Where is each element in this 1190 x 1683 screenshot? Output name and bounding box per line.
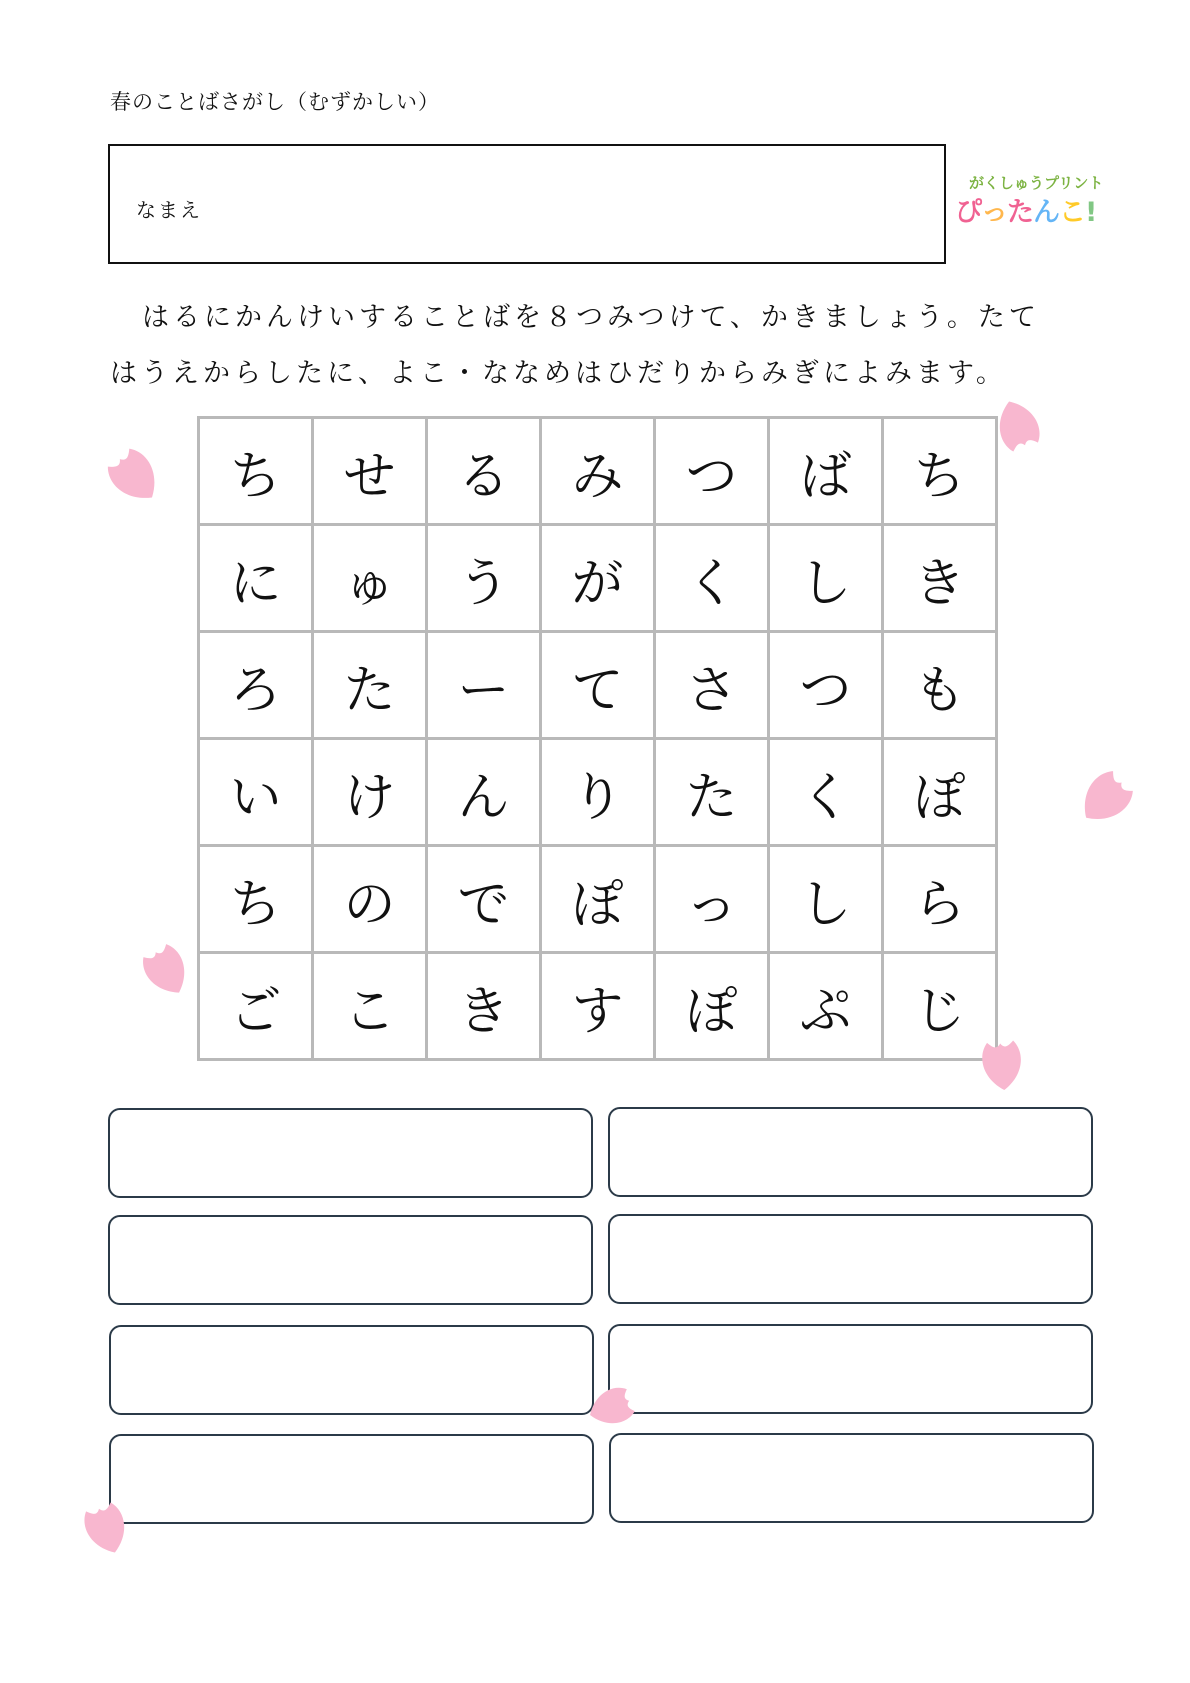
grid-cell[interactable]: い [199,739,313,846]
grid-row [199,953,997,1060]
petal-icon [104,442,164,510]
word-search-grid [197,416,998,1061]
logo-char: こ [1059,197,1085,228]
grid-cell[interactable]: が [541,525,655,632]
petal-icon [1075,768,1137,828]
grid-cell[interactable]: っ [655,846,769,953]
logo-bottom-text [955,190,1096,229]
grid-cell[interactable]: き [883,525,997,632]
instructions-line-2: はうえからしたに、よこ・ななめはひだりからみぎによみます。 [110,358,1007,389]
grid-row [199,418,997,525]
grid-cell[interactable]: ゅ [313,525,427,632]
grid-cell[interactable]: の [313,846,427,953]
grid-cell[interactable]: ら [883,846,997,953]
grid-cell[interactable]: ぽ [883,739,997,846]
instructions-line-1: はるにかんけいすることばを８つみつけて、かきましょう。たて [142,302,1040,333]
grid-cell[interactable]: し [769,846,883,953]
grid-cell[interactable]: つ [769,632,883,739]
grid-cell[interactable]: で [427,846,541,953]
name-field[interactable] [108,144,946,264]
answer-box-6[interactable] [608,1324,1093,1414]
grid-cell[interactable]: た [313,632,427,739]
grid-cell[interactable]: く [769,739,883,846]
grid-cell[interactable]: も [883,632,997,739]
grid-cell[interactable]: り [541,739,655,846]
logo-char: ! [1085,197,1097,228]
answer-box-7[interactable] [109,1434,594,1524]
instructions [110,290,1100,402]
answer-box-4[interactable] [608,1214,1093,1304]
grid-cell[interactable]: つ [655,418,769,525]
grid-cell[interactable]: け [313,739,427,846]
grid-cell[interactable]: こ [313,953,427,1060]
petal-icon [990,392,1046,460]
name-label: なまえ [136,198,202,222]
grid-cell[interactable]: て [541,632,655,739]
logo-char: た [1007,197,1033,228]
grid-cell[interactable]: に [199,525,313,632]
grid-cell[interactable]: ち [883,418,997,525]
grid-cell[interactable]: た [655,739,769,846]
petal-icon [578,1382,646,1432]
worksheet-title: 春のことばさがし（むずかしい） [110,90,440,114]
answer-box-3[interactable] [108,1215,593,1305]
grid-cell[interactable]: す [541,953,655,1060]
grid-cell[interactable]: さ [655,632,769,739]
grid-cell[interactable]: じ [883,953,997,1060]
grid-cell[interactable]: き [427,953,541,1060]
answer-box-8[interactable] [609,1433,1094,1523]
grid-cell[interactable]: ち [199,846,313,953]
grid-cell[interactable]: る [427,418,541,525]
petal-icon [78,1496,134,1560]
grid-cell[interactable]: ぽ [655,953,769,1060]
grid-cell[interactable]: ぷ [769,953,883,1060]
grid-cell[interactable]: ん [427,739,541,846]
grid-cell[interactable]: ば [769,418,883,525]
petal-icon [138,938,194,1002]
grid-row [199,525,997,632]
answer-box-1[interactable] [108,1108,593,1198]
grid-cell[interactable]: ろ [199,632,313,739]
grid-cell[interactable]: し [769,525,883,632]
grid-row [199,739,997,846]
grid-cell[interactable]: ぽ [541,846,655,953]
logo [955,172,1105,232]
grid-cell[interactable]: ご [199,953,313,1060]
grid-cell[interactable]: う [427,525,541,632]
grid-cell[interactable]: ち [199,418,313,525]
logo-char: っ [981,197,1007,228]
logo-char: ぴ [955,197,981,228]
grid-cell[interactable]: く [655,525,769,632]
answer-box-5[interactable] [109,1325,594,1415]
grid-cell[interactable]: み [541,418,655,525]
logo-top-text: がくしゅうプリント [969,174,1104,192]
grid-cell[interactable]: ー [427,632,541,739]
answer-box-2[interactable] [608,1107,1093,1197]
grid-row [199,846,997,953]
petal-icon [974,1030,1030,1098]
grid-row [199,632,997,739]
grid-cell[interactable]: せ [313,418,427,525]
logo-char: ん [1033,197,1059,228]
